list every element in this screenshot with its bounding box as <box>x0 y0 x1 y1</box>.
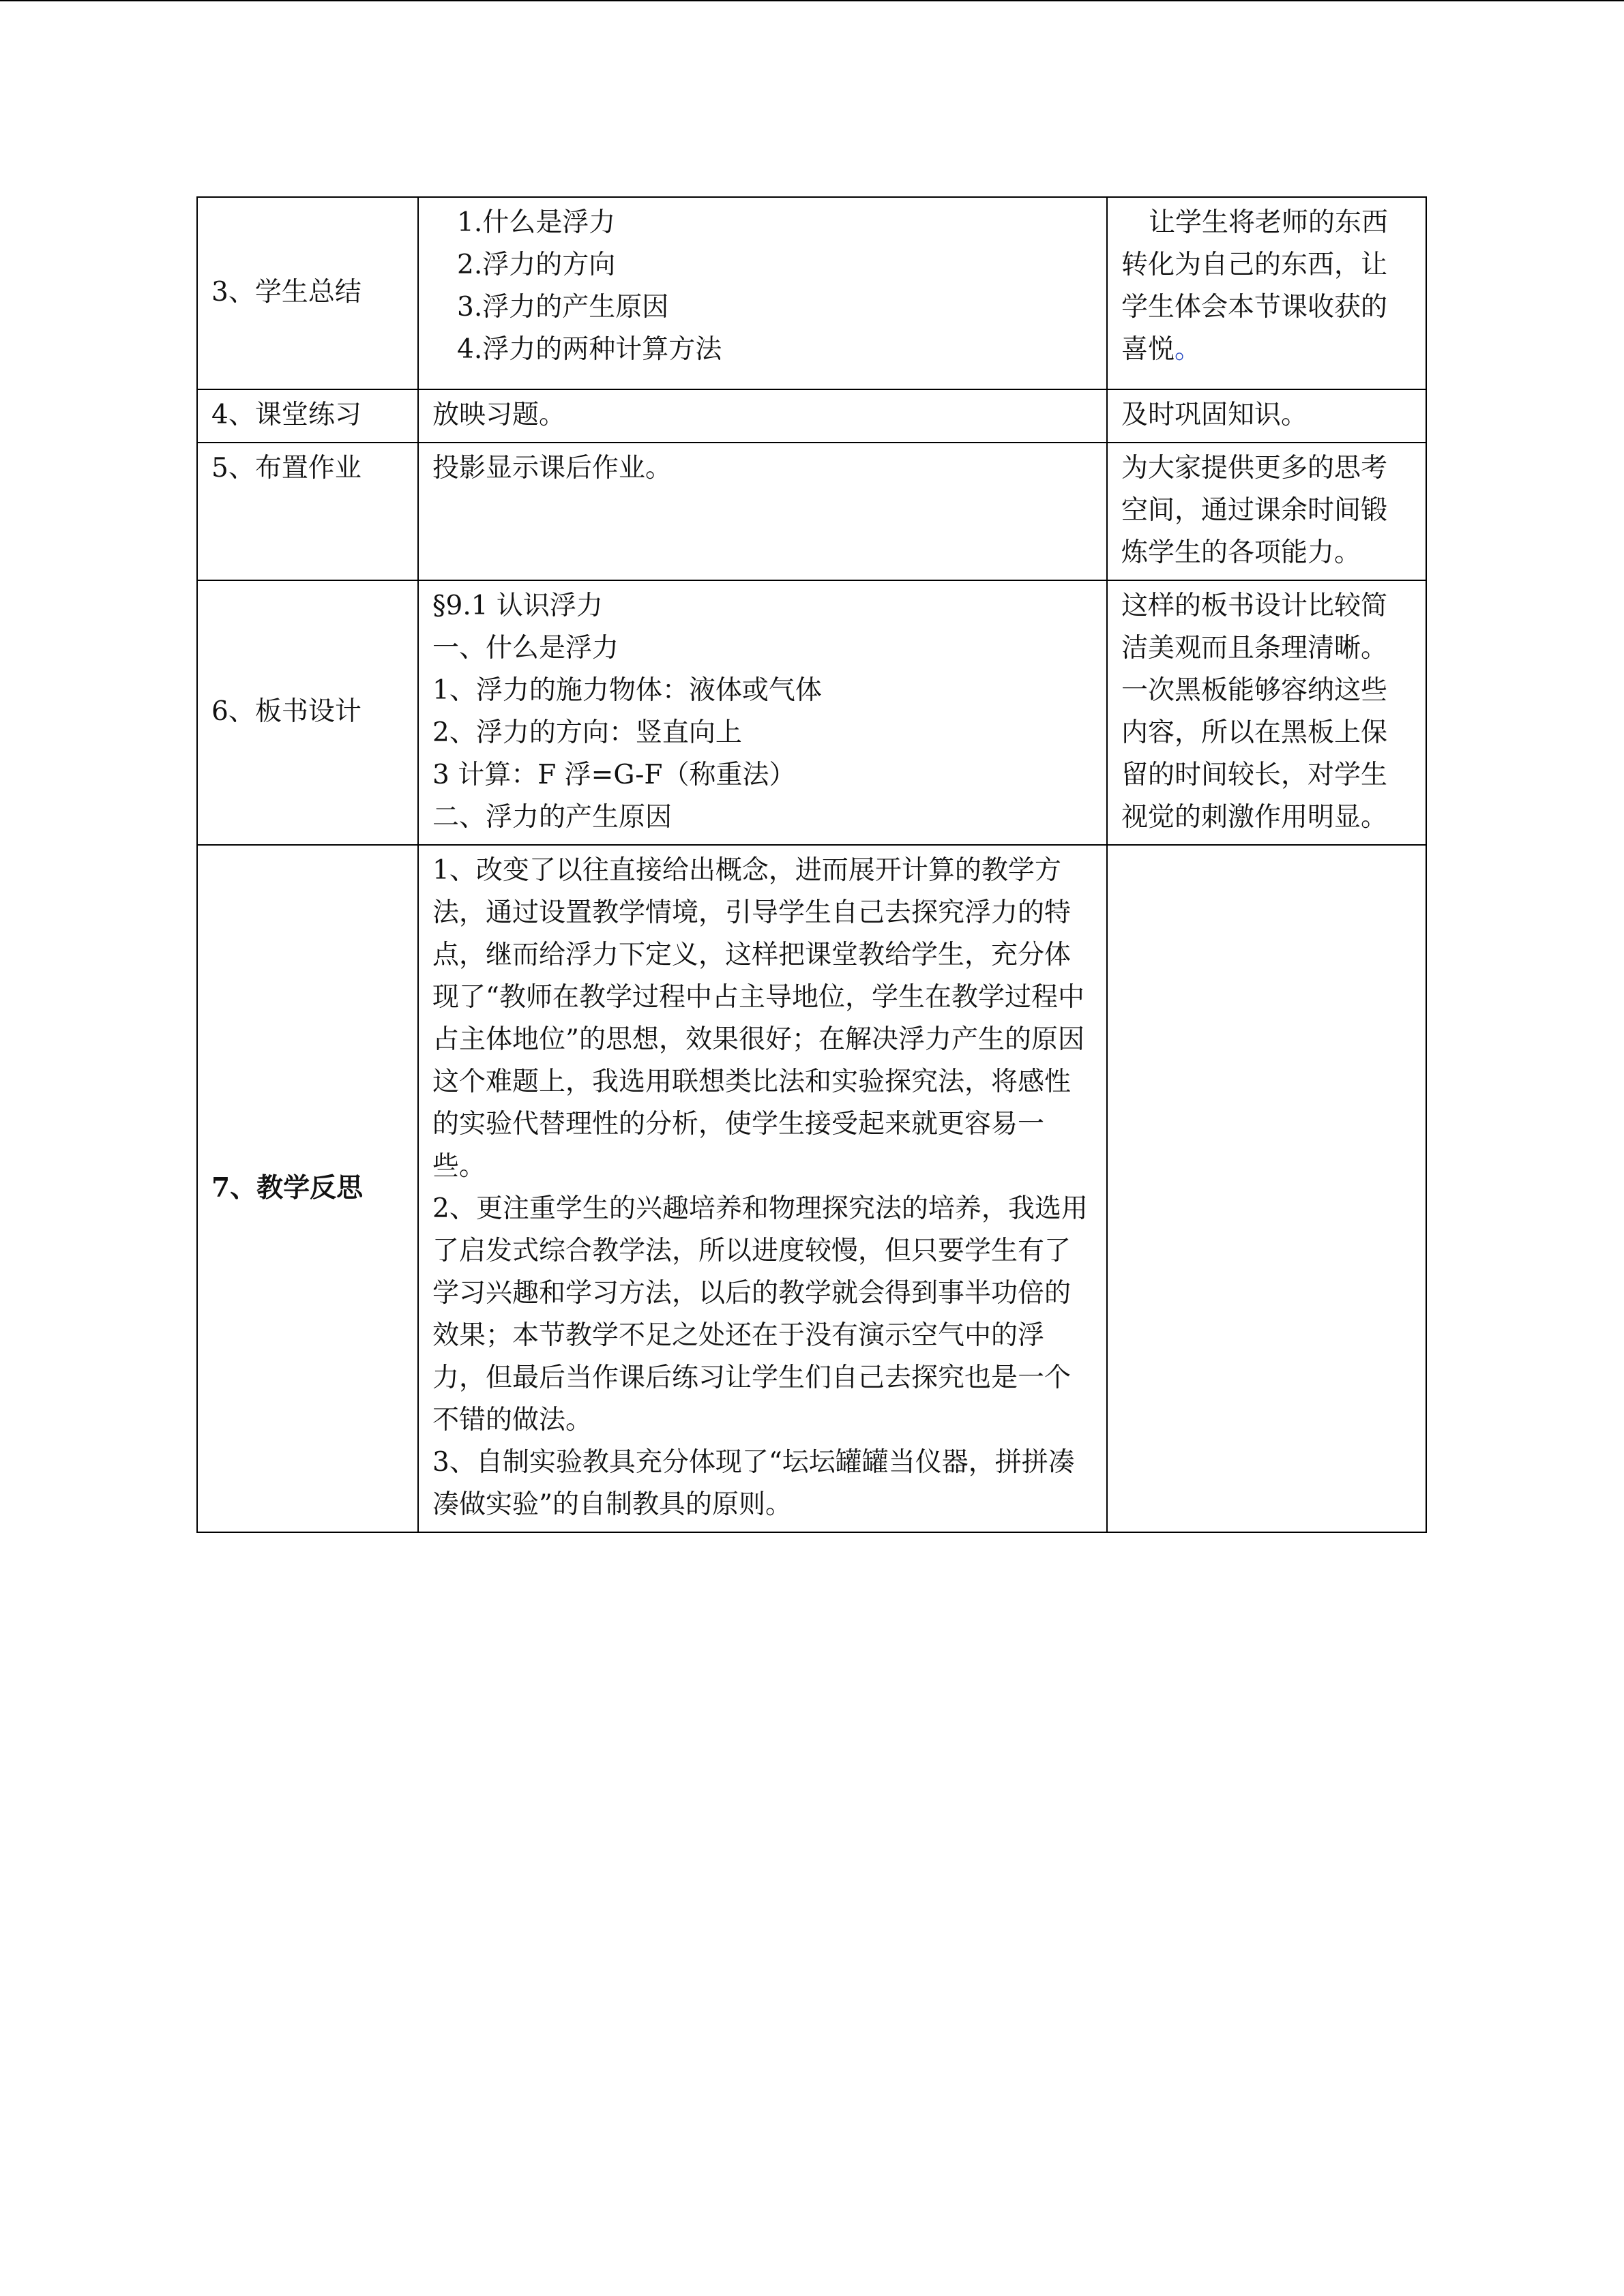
row-content-homework: 投影显示课后作业。 <box>418 443 1107 580</box>
lesson-plan-table <box>196 196 1427 1533</box>
summary-item-1: 1.什么是浮力 <box>457 207 616 238</box>
board-line-1: 一、什么是浮力 <box>432 633 619 664</box>
row-note-board-design: 这样的板书设计比较简洁美观而且条理清晰。一次黑板能够容纳这些内容，所以在黑板上保留的时间较长，对学生视觉的刺激作用明显。 <box>1107 580 1426 845</box>
row-label-student-summary: 3、学生总结 <box>197 197 418 389</box>
table-row-board-design <box>197 580 1426 845</box>
board-line-3: 2、浮力的方向：竖直向上 <box>432 717 742 748</box>
board-line-2: 1、浮力的施力物体：液体或气体 <box>432 675 822 706</box>
table-row-homework <box>197 443 1426 580</box>
summary-item-3: 3.浮力的产生原因 <box>457 292 669 323</box>
board-line-title: §9.1 认识浮力 <box>432 591 603 621</box>
row-content-reflection <box>418 845 1107 1532</box>
row-label-homework: 5、布置作业 <box>197 443 418 580</box>
summary-item-2: 2.浮力的方向 <box>457 250 616 280</box>
row-content-student-summary <box>418 197 1107 389</box>
row-label-class-practice: 4、课堂练习 <box>197 389 418 443</box>
board-line-4: 3 计算：F 浮=G-F（称重法） <box>432 760 796 790</box>
row-note-class-practice: 及时巩固知识。 <box>1107 389 1426 443</box>
row-note-homework: 为大家提供更多的思考空间，通过课余时间锻炼学生的各项能力。 <box>1107 443 1426 580</box>
row-content-class-practice: 放映习题。 <box>418 389 1107 443</box>
reflection-paragraph-2: 2、更注重学生的兴趣培养和物理探究法的培养，我选用了启发式综合教学法，所以进度较慢，但只要学生有了学习兴趣和学习方法，以后的教学就会得到事半功倍的效果；本节教学不足之处还在于没有演示空气中的浮力，但最后当作课后练习让学生们自己去探究也是一个不错的做法。 <box>432 1193 1088 1435</box>
row-label-board-design: 6、板书设计 <box>197 580 418 845</box>
reflection-paragraph-3: 3、自制实验教具充分体现了“坛坛罐罐当仪器，拼拼凑凑做实验”的自制教具的原则。 <box>432 1447 1075 1520</box>
row-label-reflection: 7、教学反思 <box>197 845 418 1532</box>
row-note-reflection <box>1107 845 1426 1532</box>
reflection-paragraph-1: 1、改变了以往直接给出概念，进而展开计算的教学方法，通过设置教学情境，引导学生自己去探究浮力的特点，继而给浮力下定义，这样把课堂教给学生，充分体现了“教师在教学过程中占主导地位，学生在教学过程中占主体地位”的思想，效果很好；在解决浮力产生的原因这个难题上，我选用联想类比法和实验探究法，将感性的实验代替理性的分析，使学生接受起来就更容易一些。 <box>432 855 1084 1182</box>
table-row-student-summary <box>197 197 1426 389</box>
summary-note-body: 让学生将老师的东西转化为自己的东西，让学生体会本节课收获的喜悦 <box>1121 207 1389 365</box>
summary-note-period: 。 <box>1175 334 1202 365</box>
row-note-student-summary <box>1107 197 1426 389</box>
table-row-class-practice <box>197 389 1426 443</box>
summary-note-text <box>1121 202 1413 371</box>
row-content-board-design <box>418 580 1107 845</box>
summary-item-4: 4.浮力的两种计算方法 <box>457 334 722 365</box>
page-top-border <box>0 0 1624 1</box>
board-line-5: 二、浮力的产生原因 <box>432 802 673 833</box>
table-row-reflection <box>197 845 1426 1532</box>
